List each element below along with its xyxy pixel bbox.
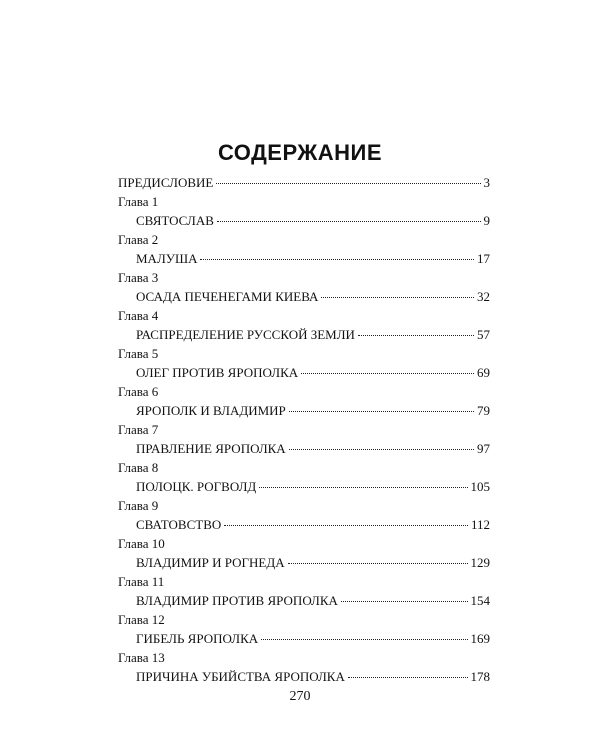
dot-leader xyxy=(289,448,474,450)
toc-entry-label: ГИБЕЛЬ ЯРОПОЛКА xyxy=(136,631,259,646)
dot-leader xyxy=(321,296,474,298)
toc-entry[interactable] xyxy=(118,439,490,458)
page-number: 270 xyxy=(289,689,311,704)
toc-entry-preface[interactable] xyxy=(118,173,490,192)
dot-leader xyxy=(301,372,474,374)
toc-entry[interactable] xyxy=(118,325,490,344)
toc-entry-page: 178 xyxy=(470,669,490,684)
toc-entry-page: 129 xyxy=(470,555,490,570)
toc-entry[interactable] xyxy=(118,287,490,306)
chapter-heading: Глава 13 xyxy=(118,650,165,665)
chapter-heading: Глава 8 xyxy=(118,460,159,475)
toc-entry-page: 105 xyxy=(470,479,490,494)
chapter-heading: Глава 1 xyxy=(118,194,159,209)
dot-leader xyxy=(341,600,468,602)
toc-entry[interactable] xyxy=(118,553,490,572)
toc-entry[interactable] xyxy=(118,477,490,496)
toc-entry-page: 57 xyxy=(477,327,490,342)
toc-entry-page: 69 xyxy=(477,365,490,380)
toc-entry[interactable] xyxy=(118,401,490,420)
toc-entry-page: 79 xyxy=(477,403,490,418)
toc-entry-label: ПОЛОЦК. РОГВОЛД xyxy=(136,479,257,494)
toc-entry-label: СВАТОВСТВО xyxy=(136,517,222,532)
toc-entry-page: 112 xyxy=(470,517,490,532)
chapter-heading: Глава 4 xyxy=(118,308,159,323)
chapter-heading: Глава 11 xyxy=(118,574,165,589)
toc-entry-label: ВЛАДИМИР ПРОТИВ ЯРОПОЛКА xyxy=(136,593,338,608)
toc-entry-label: ЯРОПОЛК И ВЛАДИМИР xyxy=(136,403,286,418)
page-title: СОДЕРЖАНИЕ xyxy=(217,140,383,165)
toc-entry-label: СВЯТОСЛАВ xyxy=(136,213,214,228)
toc-entry-page: 154 xyxy=(470,593,490,608)
chapter-heading: Глава 7 xyxy=(118,422,159,437)
chapter-heading: Глава 3 xyxy=(118,270,159,285)
dot-leader xyxy=(224,524,468,526)
chapter-heading: Глава 10 xyxy=(118,536,165,551)
toc-entry-label: ПРЕДИСЛОВИЕ xyxy=(118,175,214,190)
toc-entry-page: 97 xyxy=(477,441,490,456)
toc-entry-label: ПРИЧИНА УБИЙСТВА ЯРОПОЛКА xyxy=(136,669,345,684)
dot-leader xyxy=(348,676,468,678)
toc-entry-page: 3 xyxy=(483,175,490,190)
dot-leader xyxy=(289,410,474,412)
toc-entry-label: ОСАДА ПЕЧЕНЕГАМИ КИЕВА xyxy=(136,289,319,304)
chapter-heading: Глава 12 xyxy=(118,612,165,627)
toc-entry[interactable] xyxy=(118,515,490,534)
toc-entry[interactable] xyxy=(118,363,490,382)
toc-entry-page: 9 xyxy=(483,213,490,228)
chapter-heading: Глава 5 xyxy=(118,346,159,361)
dot-leader xyxy=(217,220,481,222)
toc-entry-label: ОЛЕГ ПРОТИВ ЯРОПОЛКА xyxy=(136,365,299,380)
dot-leader xyxy=(216,182,480,184)
toc-entry[interactable] xyxy=(118,629,490,648)
toc-entry-label: МАЛУША xyxy=(136,251,198,266)
toc-entry-page: 169 xyxy=(470,631,490,646)
chapter-heading: Глава 6 xyxy=(118,384,159,399)
dot-leader xyxy=(288,562,468,564)
dot-leader xyxy=(200,258,474,260)
dot-leader xyxy=(259,486,467,488)
chapter-heading: Глава 2 xyxy=(118,232,159,247)
toc-entry[interactable] xyxy=(118,249,490,268)
toc-entry-label: ВЛАДИМИР И РОГНЕДА xyxy=(136,555,285,570)
toc-entry-label: РАСПРЕДЕЛЕНИЕ РУССКОЙ ЗЕМЛИ xyxy=(136,327,355,342)
chapter-heading: Глава 9 xyxy=(118,498,159,513)
dot-leader xyxy=(358,334,474,336)
toc-entry-page: 32 xyxy=(477,289,490,304)
toc-entry[interactable] xyxy=(118,591,490,610)
toc-entry-label: ПРАВЛЕНИЕ ЯРОПОЛКА xyxy=(136,441,286,456)
toc-entry[interactable] xyxy=(118,211,490,230)
toc-entry[interactable] xyxy=(118,667,490,686)
dot-leader xyxy=(261,638,467,640)
toc-entry-page: 17 xyxy=(477,251,490,266)
table-of-contents xyxy=(118,173,490,686)
